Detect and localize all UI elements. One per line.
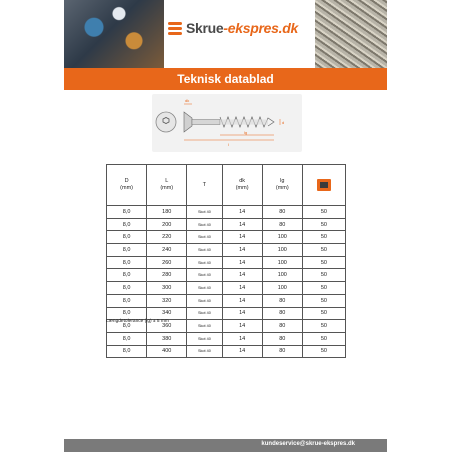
table-row	[107, 294, 346, 307]
table-cell: 8,0	[107, 345, 147, 358]
table-cell: Skot 40	[187, 269, 222, 282]
table-cell: 8,0	[107, 206, 147, 219]
table-cell: Skot 40	[187, 256, 222, 269]
table-cell: 320	[147, 294, 187, 307]
tools-photo	[64, 0, 164, 68]
table-cell: Skot 40	[187, 244, 222, 257]
table-cell: Skot 40	[187, 218, 222, 231]
table-cell: Skot 40	[187, 294, 222, 307]
table-cell: 8,0	[107, 231, 147, 244]
table-cell: 14	[222, 206, 262, 219]
footer-email[interactable]: kundeservice@skrue-ekspres.dk	[261, 441, 355, 447]
table-cell: 8,0	[107, 320, 147, 333]
page-title: Teknisk datablad	[177, 72, 274, 86]
table-cell: 50	[302, 231, 345, 244]
l-label: l	[228, 142, 229, 147]
table-cell: 100	[262, 244, 302, 257]
screw-technical-drawing	[152, 94, 302, 152]
table-cell: 100	[262, 269, 302, 282]
table-header-row	[107, 165, 346, 206]
col-header-t: T	[187, 165, 222, 206]
table-cell: 80	[262, 218, 302, 231]
table-cell: 380	[147, 332, 187, 345]
brand-logo	[168, 20, 298, 36]
table-cell: 14	[222, 307, 262, 320]
table-cell: 50	[302, 218, 345, 231]
table-cell: Skot 40	[187, 206, 222, 219]
table-row	[107, 345, 346, 358]
table-cell: 50	[302, 332, 345, 345]
table-cell: 200	[147, 218, 187, 231]
col-header-l: L (mm)	[147, 165, 187, 206]
table-cell: 80	[262, 320, 302, 333]
table-cell: 80	[262, 332, 302, 345]
table-cell: 14	[222, 282, 262, 295]
table-row	[107, 256, 346, 269]
col-header-dk: dk (mm)	[222, 165, 262, 206]
table-cell: 340	[147, 307, 187, 320]
table-cell: 50	[302, 307, 345, 320]
table-cell: 260	[147, 256, 187, 269]
table-body	[107, 206, 346, 358]
table-cell: 80	[262, 345, 302, 358]
table-cell: 14	[222, 218, 262, 231]
table-cell: 50	[302, 206, 345, 219]
table-cell: 50	[302, 294, 345, 307]
table-cell: Skot 40	[187, 332, 222, 345]
footer	[64, 439, 387, 452]
table-cell: 360	[147, 320, 187, 333]
screw-head-circle	[156, 112, 176, 132]
table-row	[107, 269, 346, 282]
table-cell: 14	[222, 294, 262, 307]
col-header-lg: lg (mm)	[262, 165, 302, 206]
table-cell: 8,0	[107, 294, 147, 307]
table-cell: 14	[222, 244, 262, 257]
table-cell: 50	[302, 244, 345, 257]
table-cell: Skot 40	[187, 307, 222, 320]
table-cell: Skot 40	[187, 231, 222, 244]
table-cell: 400	[147, 345, 187, 358]
table-cell: 14	[222, 269, 262, 282]
tolerance-note: Længdetolerance (lg) ± 5 mm	[106, 319, 169, 324]
table-cell: 240	[147, 244, 187, 257]
table-cell: 100	[262, 256, 302, 269]
table-row	[107, 218, 346, 231]
brand-name: Skrue-ekspres.dk	[186, 20, 298, 36]
datasheet-page	[64, 0, 387, 452]
table-cell: Skot 40	[187, 345, 222, 358]
table-cell: 220	[147, 231, 187, 244]
spec-table	[106, 164, 346, 358]
table-cell: 50	[302, 345, 345, 358]
table-cell: 8,0	[107, 269, 147, 282]
table-cell: 8,0	[107, 218, 147, 231]
table-cell: 8,0	[107, 256, 147, 269]
screws-photo	[315, 0, 387, 68]
table-cell: 100	[262, 231, 302, 244]
table-row	[107, 282, 346, 295]
table-cell: 14	[222, 320, 262, 333]
col-header-box	[302, 165, 345, 206]
title-bar	[64, 68, 387, 90]
table-cell: 180	[147, 206, 187, 219]
table-cell: Skot 40	[187, 320, 222, 333]
box-quantity-icon	[317, 179, 331, 191]
col-header-d: D (mm)	[107, 165, 147, 206]
table-cell: 50	[302, 320, 345, 333]
logo-mark-icon	[168, 21, 182, 35]
table-cell: 8,0	[107, 307, 147, 320]
table-cell: 14	[222, 231, 262, 244]
table-row	[107, 231, 346, 244]
header	[64, 0, 387, 68]
table-row	[107, 244, 346, 257]
table-cell: 50	[302, 282, 345, 295]
table-cell: 280	[147, 269, 187, 282]
dk-label: dk	[185, 98, 190, 103]
table-cell: 50	[302, 256, 345, 269]
table-cell: 14	[222, 332, 262, 345]
table-cell: 300	[147, 282, 187, 295]
table-row	[107, 307, 346, 320]
table-cell: 100	[262, 282, 302, 295]
table-cell: 14	[222, 256, 262, 269]
screw-shank	[192, 120, 220, 125]
table-cell: Skot 40	[187, 282, 222, 295]
table-cell: 14	[222, 345, 262, 358]
table-cell: 8,0	[107, 244, 147, 257]
table-cell: 80	[262, 294, 302, 307]
table-cell: 8,0	[107, 282, 147, 295]
table-cell: 80	[262, 307, 302, 320]
table-row	[107, 206, 346, 219]
table-row	[107, 332, 346, 345]
table-cell: 80	[262, 206, 302, 219]
table-cell: 50	[302, 269, 345, 282]
table-cell: 8,0	[107, 332, 147, 345]
d-label: d	[282, 120, 285, 125]
lg-label: lg	[244, 130, 248, 135]
